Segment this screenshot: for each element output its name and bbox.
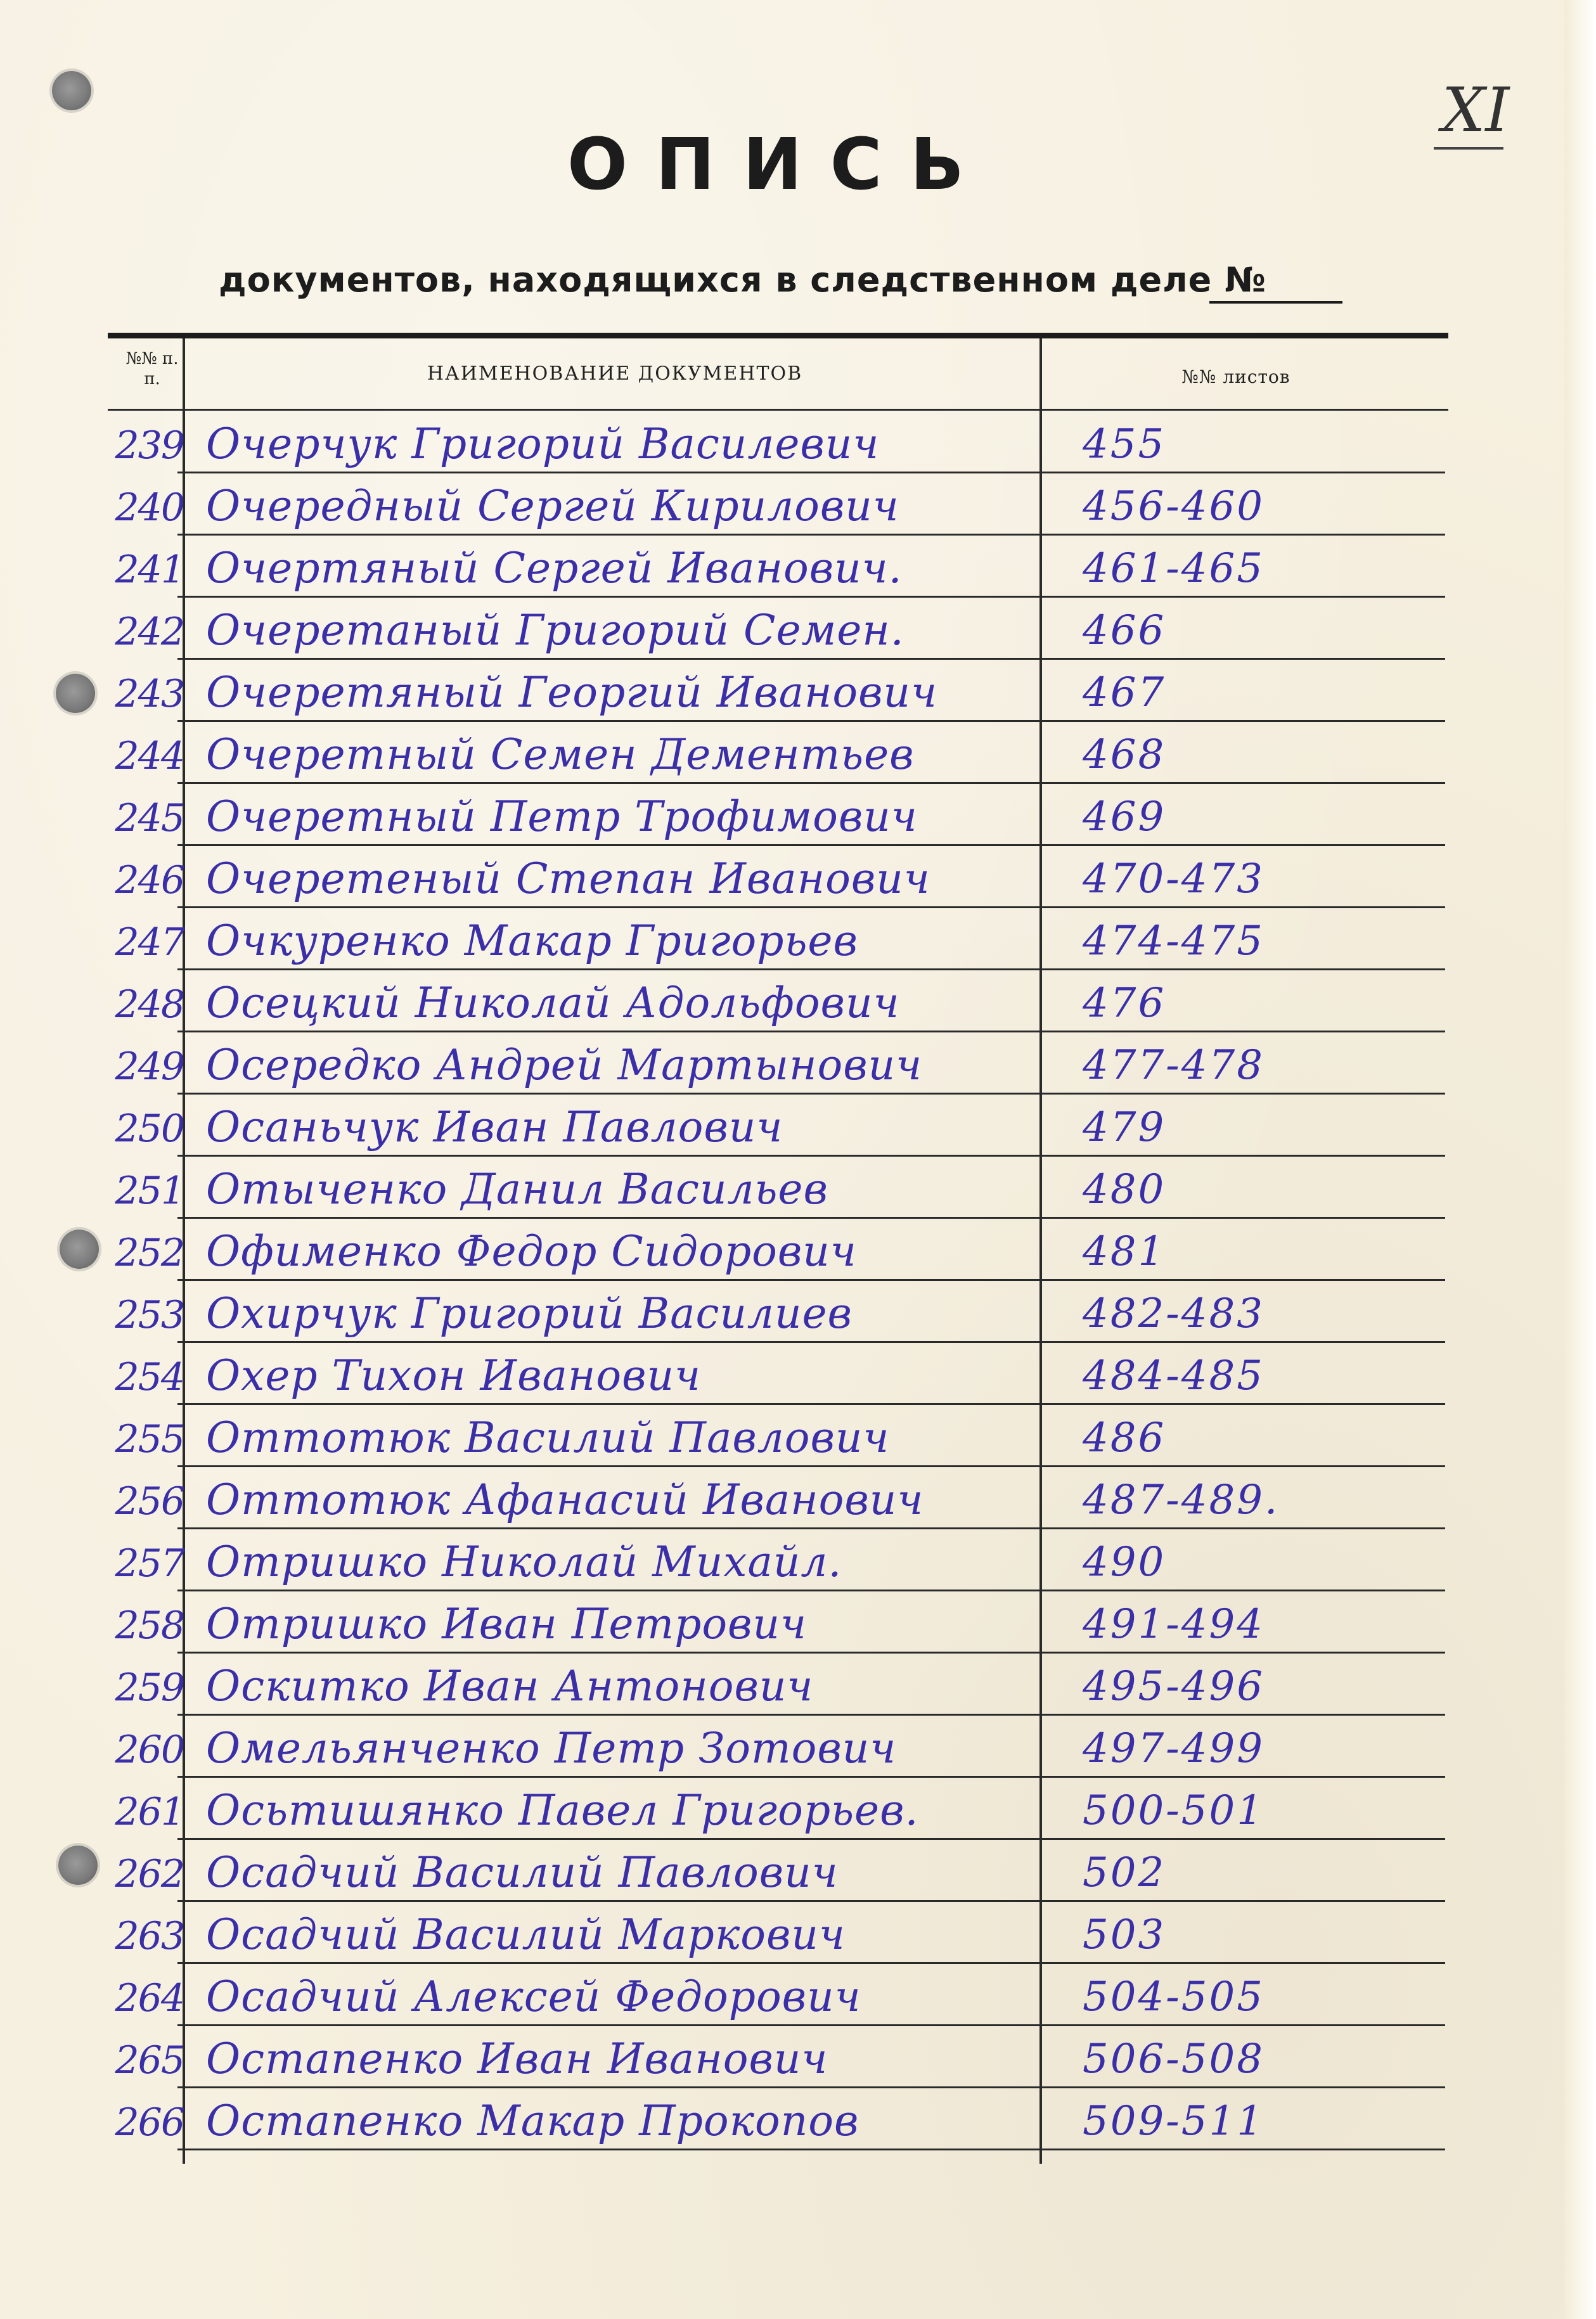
inventory-row: [0, 1102, 1596, 1156]
row-sheets: 495-496: [1083, 1663, 1265, 1710]
row-rule: [177, 1093, 1445, 1095]
row-document-name: Охирчук Григорий Василиев: [206, 1289, 853, 1338]
row-rule: [177, 1652, 1445, 1654]
row-sheets: 502: [1083, 1849, 1166, 1896]
row-sheets: 509-511: [1083, 2098, 1265, 2145]
table-top-rule: [108, 333, 1448, 338]
punch-hole: [52, 71, 91, 110]
document-subtitle: документов, находящихся в следственном деле №: [219, 260, 1267, 300]
row-number: 250: [115, 1107, 184, 1151]
row-document-name: Очеретеный Степан Иванович: [206, 854, 930, 903]
row-sheets: 506-508: [1083, 2036, 1265, 2083]
row-rule: [177, 1900, 1445, 1902]
row-document-name: Охер Тихон Иванович: [206, 1351, 702, 1400]
inventory-row: [0, 1039, 1596, 1094]
row-rule: [177, 2086, 1445, 2088]
row-number: 254: [115, 1355, 184, 1399]
row-document-name: Осадчий Василий Маркович: [206, 1910, 846, 1959]
row-document-name: Отришко Иван Петрович: [206, 1600, 808, 1648]
row-sheets: 500-501: [1083, 1787, 1265, 1834]
row-rule: [177, 720, 1445, 722]
row-sheets: 482-483: [1083, 1290, 1265, 1337]
row-number: 249: [115, 1044, 184, 1089]
row-rule: [177, 1590, 1445, 1591]
row-sheets: 455: [1083, 421, 1166, 468]
row-number: 251: [115, 1169, 184, 1213]
row-sheets: 456-460: [1083, 483, 1265, 530]
row-rule: [177, 2024, 1445, 2026]
row-document-name: Очеретаный Григорий Семен.: [206, 606, 904, 655]
row-rule: [177, 534, 1445, 536]
inventory-row: [0, 1661, 1596, 1715]
row-number: 256: [115, 1479, 184, 1524]
row-sheets: 491-494: [1083, 1601, 1265, 1648]
row-sheets: 490: [1083, 1539, 1166, 1586]
row-number: 241: [115, 548, 184, 592]
row-rule: [177, 1031, 1445, 1032]
inventory-row: [0, 1598, 1596, 1653]
inventory-row: [0, 1723, 1596, 1777]
row-document-name: Офименко Федор Сидорович: [206, 1227, 857, 1276]
inventory-row: [0, 1164, 1596, 1218]
row-number: 264: [115, 1976, 184, 2020]
row-sheets: 487-489.: [1083, 1477, 1280, 1524]
row-document-name: Очередный Сергей Кирилович: [206, 482, 899, 530]
inventory-row: [0, 605, 1596, 659]
inventory-row: [0, 729, 1596, 783]
row-rule: [177, 1465, 1445, 1467]
inventory-row: [0, 1412, 1596, 1467]
row-number: 239: [115, 423, 184, 468]
inventory-row: [0, 667, 1596, 721]
inventory-row: [0, 1971, 1596, 2026]
row-document-name: Осадчий Василий Павлович: [206, 1848, 839, 1897]
row-document-name: Омельянченко Петр Зотович: [206, 1724, 897, 1773]
row-rule: [177, 1403, 1445, 1405]
row-sheets: 467: [1083, 669, 1166, 716]
row-rule: [177, 596, 1445, 598]
row-rule: [177, 1155, 1445, 1157]
row-document-name: Осаньчук Иван Павлович: [206, 1103, 783, 1152]
row-number: 260: [115, 1728, 184, 1772]
row-rule: [177, 1776, 1445, 1778]
row-sheets: 476: [1083, 980, 1166, 1027]
row-sheets: 477-478: [1083, 1042, 1265, 1089]
row-sheets: 481: [1083, 1228, 1166, 1275]
document-title: ОПИСЬ: [567, 124, 993, 206]
inventory-row: [0, 1474, 1596, 1529]
header-sheets: №№ листов: [1181, 366, 1290, 387]
row-rule: [177, 1341, 1445, 1343]
row-rule: [177, 1217, 1445, 1219]
header-rule: [108, 409, 1448, 411]
row-number: 266: [115, 2100, 184, 2145]
volume-mark: XI: [1442, 75, 1510, 146]
inventory-row: [0, 1536, 1596, 1591]
inventory-row: [0, 1909, 1596, 1963]
row-sheets: 503: [1083, 1911, 1166, 1958]
row-number: 240: [115, 485, 184, 530]
inventory-row: [0, 977, 1596, 1032]
row-number: 246: [115, 858, 184, 903]
row-document-name: Очеретяный Георгий Иванович: [206, 668, 938, 717]
row-rule: [177, 2149, 1445, 2150]
inventory-row: [0, 1288, 1596, 1342]
row-rule: [177, 658, 1445, 660]
inventory-row: [0, 915, 1596, 970]
row-rule: [177, 472, 1445, 473]
inventory-row: [0, 1847, 1596, 1901]
row-sheets: 504-505: [1083, 1974, 1265, 2020]
inventory-row: [0, 1226, 1596, 1280]
inventory-row: [0, 791, 1596, 845]
row-rule: [177, 1279, 1445, 1281]
row-rule: [177, 1962, 1445, 1964]
row-number: 265: [115, 2038, 184, 2083]
inventory-row: [0, 2033, 1596, 2088]
row-number: 263: [115, 1914, 184, 1958]
row-rule: [177, 782, 1445, 784]
row-number: 262: [115, 1852, 184, 1896]
row-document-name: Осадчий Алексей Федорович: [206, 1972, 861, 2021]
row-document-name: Отришко Николай Михайл.: [206, 1538, 842, 1586]
row-document-name: Остапенко Макар Прокопов: [206, 2097, 859, 2145]
row-sheets: 468: [1083, 731, 1166, 778]
row-sheets: 480: [1083, 1166, 1166, 1213]
row-number: 257: [115, 1541, 184, 1586]
row-number: 243: [115, 672, 184, 716]
inventory-row: [0, 1350, 1596, 1404]
row-document-name: Очертяный Сергей Иванович.: [206, 544, 903, 593]
row-document-name: Оттотюк Афанасий Иванович: [206, 1475, 924, 1524]
row-sheets: 474-475: [1083, 918, 1265, 965]
inventory-row: [0, 1785, 1596, 1839]
row-document-name: Остапенко Иван Иванович: [206, 2034, 828, 2083]
row-number: 258: [115, 1603, 184, 1648]
row-document-name: Очеретный Петр Трофимович: [206, 792, 918, 841]
row-number: 259: [115, 1666, 184, 1710]
row-document-name: Очерчук Григорий Василевич: [206, 420, 880, 468]
case-number-blank: [1209, 301, 1342, 304]
row-sheets: 486: [1083, 1415, 1166, 1461]
row-number: 244: [115, 734, 184, 778]
row-document-name: Очкуренко Макар Григорьев: [206, 916, 858, 965]
row-number: 247: [115, 920, 184, 965]
row-number: 261: [115, 1790, 184, 1834]
row-number: 242: [115, 610, 184, 654]
header-document-name: НАИМЕНОВАНИЕ ДОКУМЕНТОВ: [427, 363, 803, 385]
row-document-name: Оттотюк Василий Павлович: [206, 1413, 890, 1462]
row-sheets: 466: [1083, 607, 1166, 654]
row-rule: [177, 1714, 1445, 1716]
inventory-row: [0, 543, 1596, 597]
row-number: 252: [115, 1231, 184, 1275]
row-document-name: Очеретный Семен Дементьев: [206, 730, 915, 779]
row-rule: [177, 1838, 1445, 1840]
row-document-name: Оскитко Иван Антонович: [206, 1662, 814, 1711]
row-number: 248: [115, 982, 184, 1027]
row-number: 245: [115, 796, 184, 840]
row-sheets: 484-485: [1083, 1352, 1265, 1399]
row-document-name: Осецкий Николай Адольфович: [206, 979, 900, 1027]
header-number: №№ п. п.: [125, 349, 179, 389]
inventory-row: [0, 480, 1596, 535]
row-document-name: Отыченко Данил Васильев: [206, 1165, 828, 1214]
inventory-row: [0, 2095, 1596, 2150]
row-rule: [177, 968, 1445, 970]
inventory-row: [0, 418, 1596, 473]
row-document-name: Осьтишянко Павел Григорьев.: [206, 1786, 919, 1835]
row-number: 255: [115, 1417, 184, 1461]
row-sheets: 461-465: [1083, 545, 1265, 592]
row-rule: [177, 1527, 1445, 1529]
row-sheets: 470-473: [1083, 856, 1265, 903]
row-sheets: 497-499: [1083, 1725, 1265, 1772]
inventory-row: [0, 853, 1596, 908]
row-rule: [177, 844, 1445, 846]
row-number: 253: [115, 1293, 184, 1337]
row-document-name: Осередко Андрей Мартынович: [206, 1041, 923, 1089]
row-rule: [177, 906, 1445, 908]
row-sheets: 469: [1083, 793, 1166, 840]
row-sheets: 479: [1083, 1104, 1166, 1151]
